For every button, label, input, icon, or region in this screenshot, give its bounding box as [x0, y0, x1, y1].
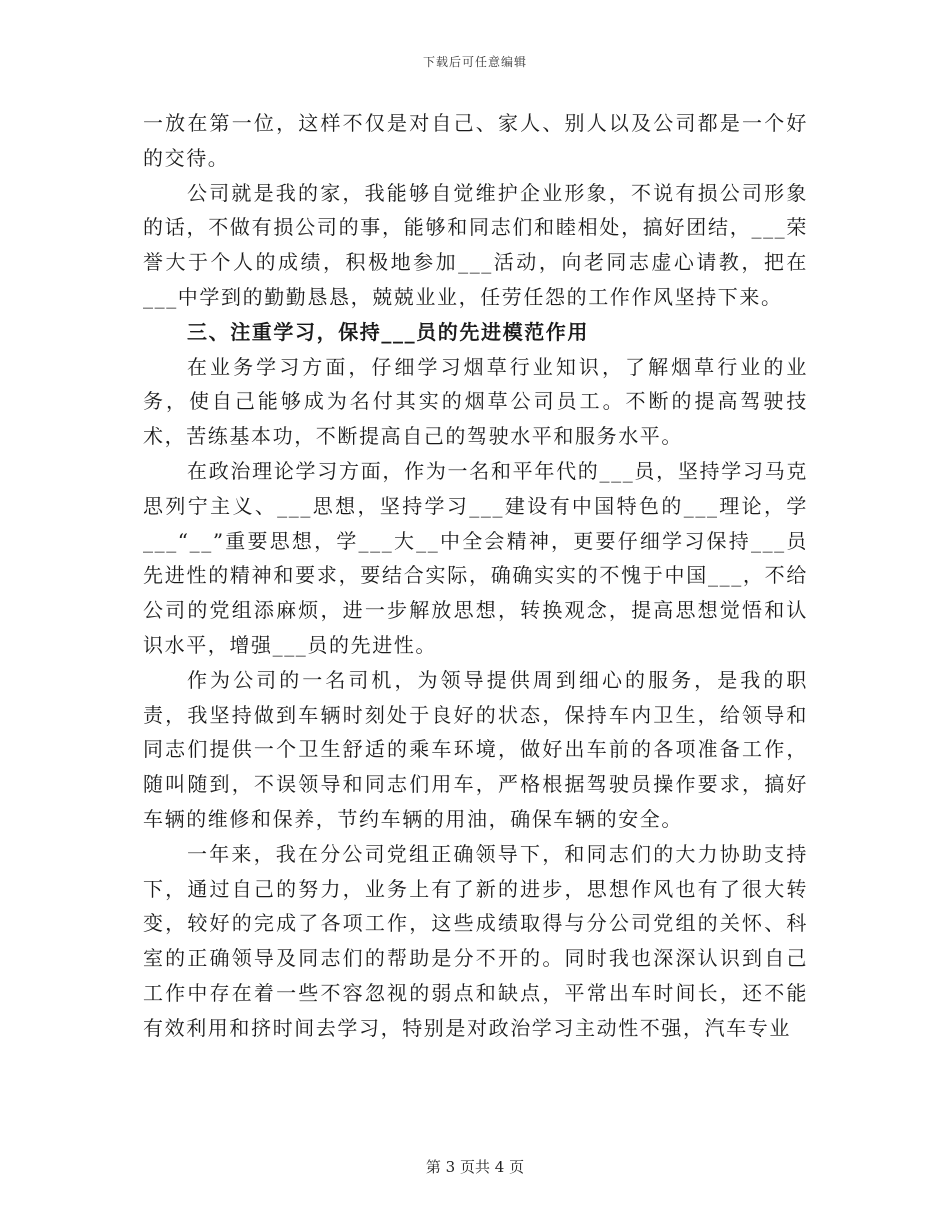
paragraph-driver-duty: 作为公司的一名司机，为领导提供周到细心的服务，是我的职责，我坚持做到车辆时刻处于良好的状态，保持车内卫生，给领导和同志们提供一个卫生舒适的乘车环境，做好出车前的各项准备工作，随叫随到，不误领导和同志们用车，严格根据驾驶员操作要求，搞好车辆的维修和保养，节约车辆的用油，确保车辆的安全。: [143, 667, 808, 831]
header-note: 下载后可任意编辑: [422, 55, 527, 69]
section-heading: 三、注重学习，保持___员的先进模范作用: [187, 319, 589, 344]
paragraph-political-study: 在政治理论学习方面，作为一名和平年代的___员，坚持学习马克思列宁主义、___思想，坚持学习___建设有中国特色的___理论，学___“__”重要思想，学___大__中全会精神，更要仔细学习保持___员先进性的精神和要求，要结合实际，确确实实的不愧于中国___，不给公司的党组添麻烦，进一步解放思想，转换观念，提高思想觉悟和认识水平，增强___员的先进性。: [143, 458, 808, 657]
paragraph-company-home: 公司就是我的家，我能够自觉维护企业形象，不说有损公司形象的话，不做有损公司的事，能够和同志们和睦相处，搞好团结，___荣誉大于个人的成绩，积极地参加___活动，向老同志虚心请教，把在___中学到的勤勤恳恳，兢兢业业，任劳任怨的工作作风坚持下来。: [143, 180, 808, 309]
document-body: [143, 106, 808, 1046]
paragraph-year-summary: 一年来，我在分公司党组正确领导下，和同志们的大力协助支持下，通过自己的努力，业务上有了新的进步，思想作风也有了很大转变，较好的完成了各项工作，这些成绩取得与分公司党组的关怀、科室的正确领导及同志们的帮助是分不开的。同时我也深深认识到自己工作中存在着一些不容忽视的弱点和缺点，平常出车时间长，还不能有效利用和挤时间去学习，特别是对政治学习主动性不强，汽车专业: [143, 841, 808, 1040]
page-number: 第 3 页共 4 页: [425, 1158, 525, 1176]
paragraph-continuation: 一放在第一位，这样不仅是对自己、家人、别人以及公司都是一个好的交待。: [143, 111, 808, 170]
paragraph-business-study: 在业务学习方面，仔细学习烟草行业知识，了解烟草行业的业务，使自己能够成为名付其实的烟草公司员工。不断的提高驾驶技术，苦练基本功，不断提高自己的驾驶水平和服务水平。: [143, 354, 808, 449]
